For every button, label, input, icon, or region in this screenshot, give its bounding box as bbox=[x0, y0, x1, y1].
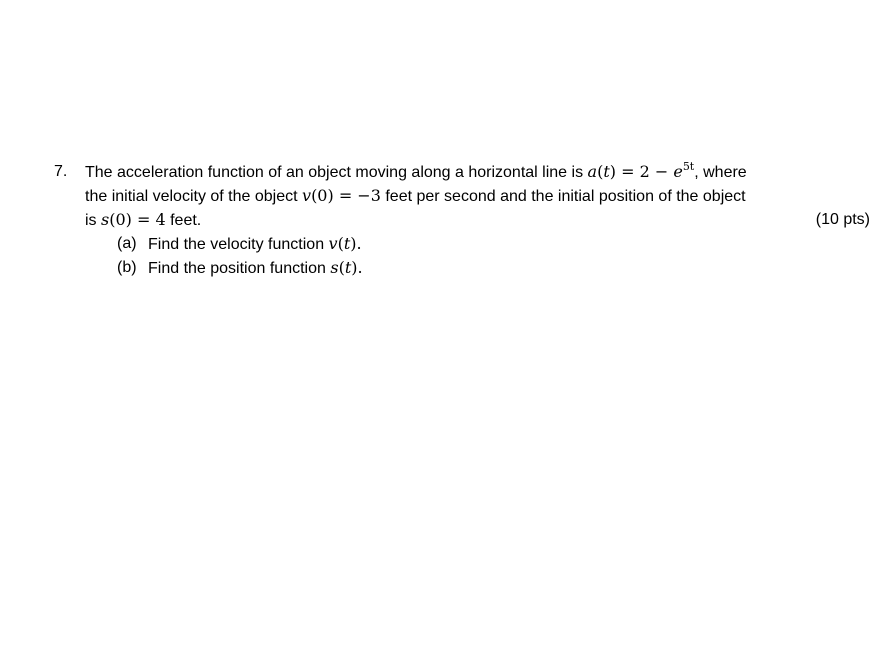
part-b bbox=[85, 256, 838, 280]
math-close: ). bbox=[350, 234, 362, 253]
statement-line-2 bbox=[85, 184, 838, 208]
line3-post: feet. bbox=[170, 212, 202, 229]
line3-text: is bbox=[85, 212, 97, 229]
problem-number: 7. bbox=[54, 163, 68, 180]
math-close: ). bbox=[351, 258, 363, 277]
part-a bbox=[85, 232, 838, 256]
math-t: t bbox=[603, 162, 610, 181]
line1-post: , where bbox=[694, 164, 747, 181]
math-a: a bbox=[587, 162, 598, 181]
math-arg: t bbox=[344, 258, 352, 277]
math-open: ( bbox=[337, 234, 344, 253]
math-s: s bbox=[101, 210, 110, 229]
parts-list bbox=[85, 232, 838, 280]
math-v0: (0) = −3 bbox=[311, 186, 381, 205]
part-label: (b) bbox=[117, 259, 137, 276]
math-e: e bbox=[673, 162, 683, 181]
line1-text: The acceleration function of an object moving along a horizontal line is bbox=[85, 164, 584, 181]
part-label: (a) bbox=[117, 235, 137, 252]
math-open: ( bbox=[338, 258, 345, 277]
math-open: ( bbox=[597, 162, 604, 181]
part-text-words: Find the velocity function bbox=[148, 236, 325, 253]
math-exponent: 5t bbox=[682, 160, 695, 173]
math-close: ) = 2 − bbox=[609, 162, 674, 181]
statement-line-3 bbox=[85, 208, 870, 232]
math-var: v bbox=[328, 234, 338, 253]
math-var: s bbox=[330, 258, 339, 277]
statement-line-1 bbox=[85, 160, 838, 184]
line2-text: the initial velocity of the object bbox=[85, 188, 298, 205]
problem-statement bbox=[85, 160, 870, 232]
part-text bbox=[148, 256, 363, 281]
math-v: v bbox=[302, 186, 312, 205]
math-arg: t bbox=[343, 234, 351, 253]
math-s0: (0) = 4 bbox=[109, 210, 166, 229]
part-text-words: Find the position function bbox=[148, 260, 326, 277]
points-label: (10 pts) bbox=[815, 211, 870, 228]
part-text bbox=[148, 232, 362, 257]
line2-post: feet per second and the initial position of the object bbox=[385, 188, 746, 205]
